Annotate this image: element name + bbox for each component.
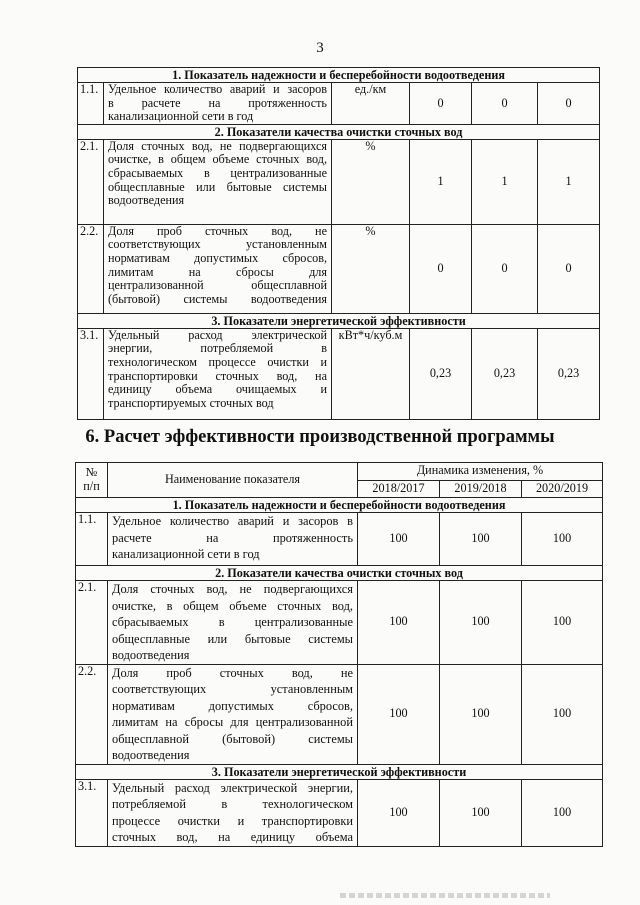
value-cell: 100	[358, 664, 440, 764]
section-row	[78, 313, 600, 328]
indicator-line: водоотведения	[108, 193, 185, 208]
row-number: 1.1.	[78, 83, 104, 125]
indicator-line: водоотведения	[112, 648, 190, 662]
footer-scan-mark	[340, 893, 550, 898]
section-title: 3. Показатели энергетической эффективности	[78, 313, 600, 328]
section-title: 1. Показатель надежности и бесперебойности водоотведения	[76, 498, 603, 513]
section-row	[76, 764, 603, 779]
indicator-name	[104, 83, 332, 125]
value-cell: 0	[538, 83, 600, 125]
table-row	[76, 581, 603, 665]
section-row	[78, 68, 600, 83]
indicator-line: общесплавной (бытовой) системы	[112, 731, 353, 746]
indicator-line: канализационной сети в год	[108, 109, 254, 124]
row-number: 1.1.	[76, 513, 108, 566]
value-cell: 100	[440, 581, 522, 665]
header-year: 2018/2017	[358, 480, 440, 498]
indicator-line: сбрасываемых в централизованные	[108, 165, 327, 180]
value-cell: 100	[440, 779, 522, 846]
row-number: 3.1.	[76, 779, 108, 846]
indicator-line: транспортировки сточных вод, на	[108, 368, 327, 383]
indicator-line: лимитам на сбросы для централизованной	[112, 715, 353, 729]
section-title: 2. Показатели качества очистки сточных вод	[76, 566, 603, 581]
section-row	[76, 498, 603, 513]
row-number: 2.1.	[76, 581, 108, 665]
value-cell: 100	[358, 513, 440, 566]
page-number: 3	[316, 40, 324, 56]
indicator-line: очистке, в общем объеме сточных вод,	[108, 152, 327, 167]
header-num-text: № п/п	[83, 465, 100, 493]
table-row	[76, 664, 603, 764]
row-number: 2.2.	[78, 224, 104, 313]
indicator-line: лимитам на сбросы для	[108, 264, 327, 279]
indicator-line: Доля сточных вод, не подвергающихся	[108, 139, 327, 153]
section-row	[78, 124, 600, 139]
unit-cell: ед./км	[332, 83, 410, 125]
indicator-values-body	[78, 68, 600, 420]
section-row	[76, 566, 603, 581]
value-cell: 100	[522, 664, 603, 764]
indicator-line: Удельное количество аварий и засоров в	[112, 514, 353, 528]
value-cell: 0	[472, 224, 538, 313]
value-cell: 0	[410, 83, 472, 125]
table-row	[78, 83, 600, 125]
indicator-line: Доля сточных вод, не подвергающихся	[112, 582, 353, 596]
indicator-name	[104, 224, 332, 313]
indicator-line: водоотведения	[112, 748, 190, 762]
unit-cell: %	[332, 139, 410, 224]
indicator-name	[104, 139, 332, 224]
value-cell: 0,23	[538, 328, 600, 419]
indicator-line: сточных вод, на единицу объема	[112, 830, 353, 844]
value-cell: 100	[522, 513, 603, 566]
unit-cell: %	[332, 224, 410, 313]
row-number: 2.2.	[76, 664, 108, 764]
value-cell: 0	[538, 224, 600, 313]
indicator-line: централизованной общесплавной	[108, 278, 327, 293]
value-cell: 1	[538, 139, 600, 224]
indicator-line: процессе очистки и транспортировки	[112, 813, 353, 828]
indicator-line: сбрасываемых в централизованные	[112, 615, 353, 629]
indicator-name	[108, 779, 358, 846]
indicator-line: соответствующих установленным	[112, 682, 353, 696]
indicator-line: общесплавные или бытовые системы	[112, 631, 353, 646]
header-name: Наименование показателя	[108, 463, 358, 498]
indicator-line: Доля проб сточных вод, не	[112, 665, 353, 680]
indicator-line: Удельный расход электрической	[108, 328, 327, 342]
table-header-row	[76, 463, 603, 481]
indicator-line: единицу объема очищаемых и	[108, 382, 327, 397]
indicator-line: общесплавные или бытовые системы	[108, 179, 327, 194]
header-num	[76, 463, 108, 498]
value-cell: 100	[440, 664, 522, 764]
efficiency-table	[75, 462, 603, 847]
indicator-line: технологическом процессе очистки и	[108, 354, 327, 369]
section-title: 1. Показатель надежности и бесперебойности водоотведения	[78, 68, 600, 83]
indicator-line: нормативам допустимых сбросов,	[112, 698, 353, 713]
table-row	[76, 513, 603, 566]
value-cell: 100	[440, 513, 522, 566]
indicator-line: канализационной сети в год	[112, 547, 260, 561]
indicator-name	[108, 664, 358, 764]
indicator-name	[104, 328, 332, 419]
indicator-line: потребляемой в технологическом	[112, 797, 353, 811]
row-number: 3.1.	[78, 328, 104, 419]
indicator-line: нормативам допустимых сбросов,	[108, 250, 327, 265]
row-number: 2.1.	[78, 139, 104, 224]
section-title: 3. Показатели энергетической эффективности	[76, 764, 603, 779]
header-dynamics: Динамика изменения, %	[358, 463, 603, 481]
indicator-line: в расчете на протяженность	[108, 95, 327, 110]
indicator-values-table	[77, 67, 600, 420]
indicator-name	[108, 581, 358, 665]
indicator-line: энергии, потребляемой в	[108, 341, 327, 356]
table-row	[76, 779, 603, 846]
header-year: 2019/2018	[440, 480, 522, 498]
section-title: 2. Показатели качества очистки сточных вод	[78, 124, 600, 139]
value-cell: 1	[472, 139, 538, 224]
indicator-name	[108, 513, 358, 566]
indicator-line: расчете на протяженность	[112, 530, 353, 545]
indicator-line: Удельный расход электрической энергии,	[112, 780, 353, 795]
efficiency-table-body	[76, 463, 603, 847]
value-cell: 0	[410, 224, 472, 313]
value-cell: 100	[522, 779, 603, 846]
indicator-line: очистке, в общем объеме сточных вод,	[112, 598, 353, 613]
value-cell: 100	[522, 581, 603, 665]
header-year: 2020/2019	[522, 480, 603, 498]
indicator-line: соответствующих установленным	[108, 237, 327, 252]
indicator-line: Доля проб сточных вод, не	[108, 224, 327, 238]
section-6-heading: 6. Расчет эффективности производственной программы	[85, 427, 555, 447]
value-cell: 0	[472, 83, 538, 125]
indicator-line: Удельное количество аварий и засоров	[108, 82, 327, 96]
table-row	[78, 328, 600, 419]
value-cell: 100	[358, 779, 440, 846]
indicator-line: (бытовой) системы водоотведения	[108, 291, 327, 306]
unit-cell: кВт*ч/куб.м	[332, 328, 410, 419]
table-row	[78, 224, 600, 313]
value-cell: 0,23	[410, 328, 472, 419]
table-row	[78, 139, 600, 224]
value-cell: 1	[410, 139, 472, 224]
value-cell: 0,23	[472, 328, 538, 419]
value-cell: 100	[358, 581, 440, 665]
indicator-line: транспортируемых сточных вод	[108, 395, 274, 410]
